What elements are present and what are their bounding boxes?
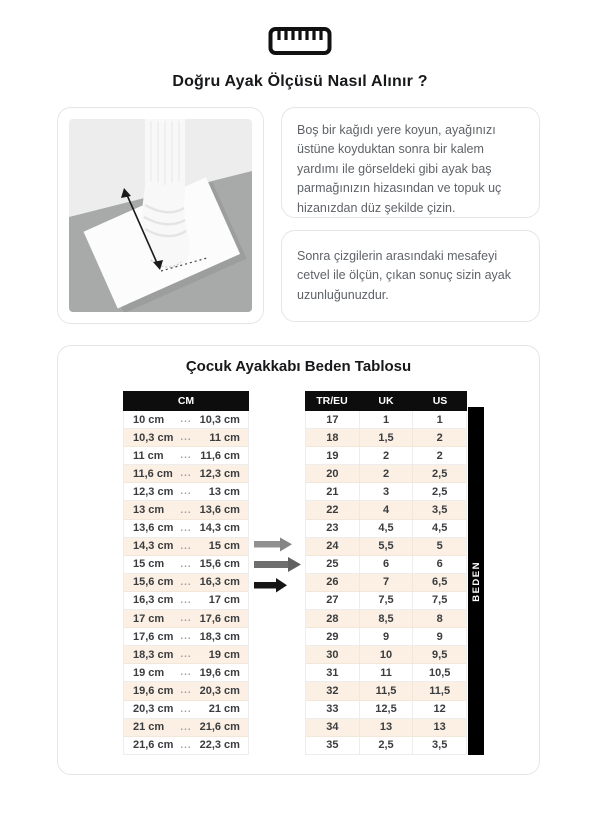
cm-min: 12,3 cm xyxy=(133,485,174,498)
uk-size: 11 xyxy=(359,664,413,681)
cm-max: 15 cm xyxy=(208,540,240,553)
cm-max: 16,3 cm xyxy=(199,576,240,589)
range-dots: ... xyxy=(180,468,192,480)
table-row xyxy=(306,701,466,719)
us-size: 3,5 xyxy=(412,737,466,754)
table-row xyxy=(124,556,248,574)
uk-size: 2 xyxy=(359,447,413,464)
instruction-step-2: Sonra çizgilerin arasındaki mesafeyi cetvel ile ölçün, çıkan sonuç sizin ayak uzunluğunuzdur. xyxy=(281,230,540,322)
foot-measurement-illustration xyxy=(57,107,264,324)
table-row xyxy=(124,411,248,429)
page-title: Doğru Ayak Ölçüsü Nasıl Alınır ? xyxy=(172,73,428,90)
uk-size: 1,5 xyxy=(359,429,413,446)
col-header-uk: UK xyxy=(378,395,394,407)
cm-min: 18,3 cm xyxy=(133,648,174,661)
cm-table-body xyxy=(123,411,249,755)
cm-max: 20,3 cm xyxy=(199,684,240,697)
tr-eu-size: 23 xyxy=(326,522,339,535)
table-row xyxy=(306,610,466,628)
us-size: 7,5 xyxy=(412,592,466,609)
tr-eu-size: 30 xyxy=(326,648,339,661)
size-table-header xyxy=(305,391,467,411)
range-dots: ... xyxy=(180,631,192,643)
us-size: 1 xyxy=(412,411,466,428)
us-size: 9 xyxy=(412,628,466,645)
beden-side-bar xyxy=(468,407,484,755)
tr-eu-size: 35 xyxy=(326,739,339,752)
uk-size: 13 xyxy=(359,719,413,736)
cm-min: 15 cm xyxy=(133,558,165,571)
cm-max: 17,6 cm xyxy=(199,612,240,625)
range-dots: ... xyxy=(180,739,192,751)
us-size: 9,5 xyxy=(412,646,466,663)
uk-size: 7,5 xyxy=(359,592,413,609)
table-row xyxy=(124,646,248,664)
cm-min: 19,6 cm xyxy=(133,684,174,697)
uk-size: 4 xyxy=(359,501,413,518)
range-dots: ... xyxy=(180,504,192,516)
us-size: 2,5 xyxy=(412,465,466,482)
cm-max: 19 cm xyxy=(208,648,240,661)
size-tables xyxy=(58,391,539,755)
cm-table xyxy=(123,391,249,755)
range-dots: ... xyxy=(180,450,192,462)
eu-uk-us-table xyxy=(305,391,467,755)
range-dots: ... xyxy=(180,685,192,697)
us-size: 2 xyxy=(412,429,466,446)
howto-section xyxy=(57,107,540,324)
table-row xyxy=(124,682,248,700)
table-row xyxy=(124,429,248,447)
table-row xyxy=(124,538,248,556)
cm-max: 13,6 cm xyxy=(199,504,240,517)
size-chart-title: Çocuk Ayakkabı Beden Tablosu xyxy=(185,358,412,375)
us-size: 10,5 xyxy=(412,664,466,681)
cm-max: 17 cm xyxy=(208,594,240,607)
instruction-step-1: Boş bir kağıdı yere koyun, ayağınızı üstüne koyduktan sonra bir kalem yardımı ile görseldeki gibi ayak baş parmağınızın hizasından ve topuk uç hizanızdan düz şekilde çizin. xyxy=(281,107,540,218)
col-header-tr-eu: TR/EU xyxy=(316,395,348,407)
cm-max: 14,3 cm xyxy=(199,522,240,535)
table-row xyxy=(124,483,248,501)
us-size: 3,5 xyxy=(412,501,466,518)
us-size: 2 xyxy=(412,447,466,464)
tr-eu-size: 27 xyxy=(326,594,339,607)
tr-eu-size: 20 xyxy=(326,467,339,480)
tr-eu-size: 21 xyxy=(326,485,339,498)
uk-size: 3 xyxy=(359,483,413,500)
table-row xyxy=(306,483,466,501)
tr-eu-size: 19 xyxy=(326,449,339,462)
tr-eu-size: 28 xyxy=(326,612,339,625)
tr-eu-size: 25 xyxy=(326,558,339,571)
uk-size: 2 xyxy=(359,465,413,482)
table-row xyxy=(124,719,248,737)
table-row xyxy=(306,538,466,556)
cm-max: 11 cm xyxy=(209,431,240,444)
us-size: 8 xyxy=(412,610,466,627)
cm-max: 12,3 cm xyxy=(199,467,240,480)
tr-eu-size: 33 xyxy=(326,703,339,716)
tr-eu-size: 22 xyxy=(326,504,339,517)
beden-label: BEDEN xyxy=(470,560,482,602)
cm-max: 18,3 cm xyxy=(199,630,240,643)
uk-size: 11,5 xyxy=(359,682,413,699)
us-size: 6 xyxy=(412,556,466,573)
cm-max: 10,3 cm xyxy=(199,413,240,426)
us-size: 4,5 xyxy=(412,520,466,537)
cm-max: 11,6 cm xyxy=(200,449,240,462)
table-row xyxy=(124,520,248,538)
us-size: 12 xyxy=(412,701,466,718)
table-row xyxy=(124,465,248,483)
range-dots: ... xyxy=(180,721,192,733)
table-row xyxy=(124,701,248,719)
table-row xyxy=(306,429,466,447)
table-row xyxy=(306,556,466,574)
range-dots: ... xyxy=(180,667,192,679)
cm-max: 21,6 cm xyxy=(199,721,240,734)
table-row xyxy=(306,574,466,592)
cm-min: 10,3 cm xyxy=(133,431,174,444)
table-row xyxy=(124,501,248,519)
table-row xyxy=(124,664,248,682)
cm-min: 21,6 cm xyxy=(133,739,174,752)
cm-max: 15,6 cm xyxy=(199,558,240,571)
table-row xyxy=(306,411,466,429)
table-row xyxy=(306,447,466,465)
us-size: 13 xyxy=(412,719,466,736)
table-row xyxy=(124,574,248,592)
cm-min: 14,3 cm xyxy=(133,540,174,553)
cm-min: 20,3 cm xyxy=(133,703,174,716)
table-row xyxy=(306,628,466,646)
table-row xyxy=(124,610,248,628)
cm-min: 17 cm xyxy=(133,612,165,625)
ruler-icon xyxy=(0,26,600,56)
range-dots: ... xyxy=(180,558,192,570)
table-row xyxy=(306,646,466,664)
us-size: 2,5 xyxy=(412,483,466,500)
tr-eu-size: 26 xyxy=(326,576,339,589)
cm-min: 10 cm xyxy=(133,413,165,426)
table-row xyxy=(306,501,466,519)
tr-eu-size: 34 xyxy=(326,721,339,734)
table-row xyxy=(306,737,466,755)
range-dots: ... xyxy=(180,414,192,426)
cm-min: 15,6 cm xyxy=(133,576,174,589)
uk-size: 9 xyxy=(359,628,413,645)
table-row xyxy=(306,520,466,538)
cm-min: 13,6 cm xyxy=(133,522,174,535)
table-row xyxy=(124,628,248,646)
cm-max: 21 cm xyxy=(208,703,240,716)
range-dots: ... xyxy=(180,540,192,552)
us-size: 5 xyxy=(412,538,466,555)
range-dots: ... xyxy=(180,486,192,498)
table-row xyxy=(306,719,466,737)
uk-size: 1 xyxy=(359,411,413,428)
cm-min: 13 cm xyxy=(133,504,165,517)
us-size: 11,5 xyxy=(412,682,466,699)
table-row xyxy=(124,737,248,755)
uk-size: 10 xyxy=(359,646,413,663)
cm-min: 11 cm xyxy=(133,449,164,462)
tr-eu-size: 31 xyxy=(326,666,339,679)
range-dots: ... xyxy=(180,594,192,606)
tr-eu-size: 18 xyxy=(326,431,339,444)
cm-min: 19 cm xyxy=(133,666,165,679)
size-table-body xyxy=(305,411,467,755)
cm-table-header: CM xyxy=(123,391,249,411)
range-dots: ... xyxy=(180,703,192,715)
tr-eu-size: 24 xyxy=(326,540,339,553)
range-dots: ... xyxy=(180,613,192,625)
instructions xyxy=(281,107,540,324)
table-row xyxy=(306,592,466,610)
uk-size: 6 xyxy=(359,556,413,573)
table-row xyxy=(306,465,466,483)
cm-min: 11,6 cm xyxy=(133,467,173,480)
tr-eu-size: 29 xyxy=(326,630,339,643)
cm-min: 16,3 cm xyxy=(133,594,174,607)
cm-max: 19,6 cm xyxy=(199,666,240,679)
tr-eu-size: 32 xyxy=(326,684,339,697)
range-dots: ... xyxy=(180,522,192,534)
transfer-arrows-icon xyxy=(254,537,302,600)
cm-min: 17,6 cm xyxy=(133,630,174,643)
uk-size: 7 xyxy=(359,574,413,591)
table-row xyxy=(306,664,466,682)
uk-size: 12,5 xyxy=(359,701,413,718)
table-row xyxy=(306,682,466,700)
range-dots: ... xyxy=(180,432,192,444)
uk-size: 2,5 xyxy=(359,737,413,754)
tr-eu-size: 17 xyxy=(326,413,339,426)
size-chart-card xyxy=(57,345,540,775)
uk-size: 5,5 xyxy=(359,538,413,555)
us-size: 6,5 xyxy=(412,574,466,591)
table-row xyxy=(124,447,248,465)
cm-max: 13 cm xyxy=(208,485,240,498)
col-header-us: US xyxy=(432,395,448,407)
cm-min: 21 cm xyxy=(133,721,165,734)
cm-max: 22,3 cm xyxy=(199,739,240,752)
range-dots: ... xyxy=(180,576,192,588)
range-dots: ... xyxy=(180,649,192,661)
uk-size: 8,5 xyxy=(359,610,413,627)
uk-size: 4,5 xyxy=(359,520,413,537)
table-row xyxy=(124,592,248,610)
